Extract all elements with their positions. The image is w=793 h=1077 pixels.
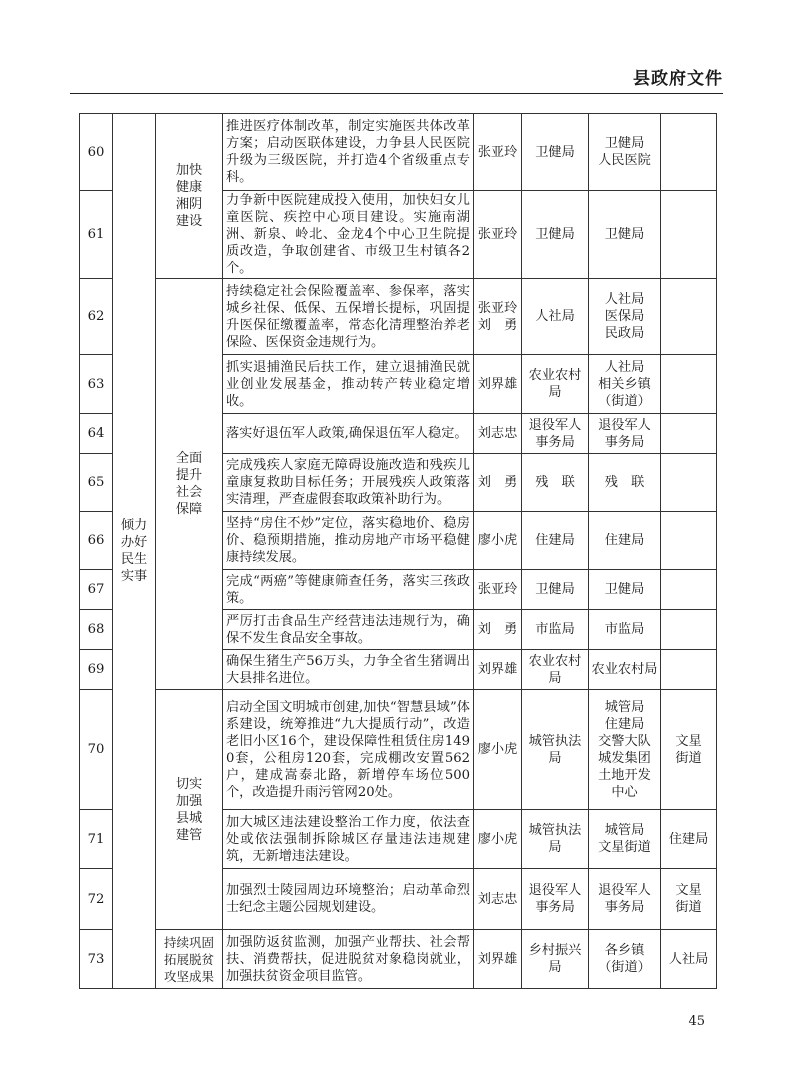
category-main-cell: 倾力 办好 民生 实事 bbox=[113, 114, 156, 989]
lead-unit-cell: 市监局 bbox=[522, 610, 589, 650]
table-row bbox=[80, 114, 717, 191]
row-number: 69 bbox=[80, 650, 113, 690]
row-number: 68 bbox=[80, 610, 113, 650]
lead-unit-cell: 乡村振兴局 bbox=[522, 930, 589, 989]
table-row bbox=[80, 930, 717, 989]
row-number: 66 bbox=[80, 512, 113, 570]
cooperating-unit-cell: 文星 街道 bbox=[661, 869, 717, 930]
responsible-units-cell: 各乡镇 （街道） bbox=[589, 930, 661, 989]
row-number: 64 bbox=[80, 414, 113, 454]
task-content: 落实好退伍军人政策,确保退伍军人稳定。 bbox=[223, 414, 474, 454]
table-row bbox=[80, 690, 717, 810]
cooperating-unit-cell bbox=[661, 414, 717, 454]
cooperating-unit-cell bbox=[661, 454, 717, 512]
leader-cell: 张亚玲 刘 勇 bbox=[474, 279, 522, 355]
header-divider bbox=[70, 93, 723, 94]
cooperating-unit-cell bbox=[661, 650, 717, 690]
task-content: 坚持“房住不炒”定位，落实稳地价、稳房价、稳预期措施，推动房地产市场平稳健康持续发展。 bbox=[223, 512, 474, 570]
task-table bbox=[79, 113, 717, 989]
leader-cell: 廖小虎 bbox=[474, 690, 522, 810]
lead-unit-cell: 农业农村局 bbox=[522, 650, 589, 690]
row-number: 63 bbox=[80, 355, 113, 414]
task-content: 加强防返贫监测，加强产业帮扶、社会帮扶、消费帮扶，促进脱贫对象稳岗就业，加强扶贫资金项目监管。 bbox=[223, 930, 474, 989]
leader-cell: 刘界雄 bbox=[474, 355, 522, 414]
page-number: 45 bbox=[688, 1014, 705, 1029]
group-cell-health: 加快 健康 湘阴 建设 bbox=[156, 114, 223, 279]
responsible-units-cell: 卫健局 人民医院 bbox=[589, 114, 661, 191]
lead-unit-cell: 残 联 bbox=[522, 454, 589, 512]
row-number: 65 bbox=[80, 454, 113, 512]
cooperating-unit-cell: 住建局 bbox=[661, 810, 717, 869]
leader-cell: 廖小虎 bbox=[474, 810, 522, 869]
task-content: 完成残疾人家庭无障碍设施改造和残疾儿童康复救助目标任务；开展残疾人政策落实清理，严查虚假套取政策补助行为。 bbox=[223, 454, 474, 512]
task-content: 力争新中医院建成投入使用，加快妇女儿童医院、疾控中心项目建设。实施南湖洲、新泉、岭北、金龙4个中心卫生院提质改造，争取创建省、市级卫生村镇各2个。 bbox=[223, 191, 474, 279]
lead-unit-cell: 人社局 bbox=[522, 279, 589, 355]
cooperating-unit-cell bbox=[661, 512, 717, 570]
responsible-units-cell: 住建局 bbox=[589, 512, 661, 570]
task-content: 推进医疗体制改革，制定实施医共体改革方案；启动医联体建设，力争县人民医院升级为三级医院，并打造4个省级重点专科。 bbox=[223, 114, 474, 191]
row-number: 70 bbox=[80, 690, 113, 810]
group-cell-urban-management: 切实 加强 县城 建管 bbox=[156, 690, 223, 930]
task-content: 启动全国文明城市创建,加快“智慧县域”体系建设，统筹推进“九大提质行动”，改造老旧小区16个，建设保障性租赁住房1490套，公租房120套，完成棚改安置562户，建成嵩泰北路，新增停车场位500个，改造提升雨污管网20处。 bbox=[223, 690, 474, 810]
lead-unit-cell: 卫健局 bbox=[522, 570, 589, 610]
lead-unit-cell: 城管执法局 bbox=[522, 690, 589, 810]
leader-cell: 廖小虎 bbox=[474, 512, 522, 570]
task-content: 确保生猪生产56万头，力争全省生猪调出大县排名进位。 bbox=[223, 650, 474, 690]
cooperating-unit-cell bbox=[661, 279, 717, 355]
cooperating-unit-cell bbox=[661, 191, 717, 279]
responsible-units-cell: 残 联 bbox=[589, 454, 661, 512]
lead-unit-cell: 农业农村局 bbox=[522, 355, 589, 414]
cooperating-unit-cell: 人社局 bbox=[661, 930, 717, 989]
lead-unit-cell: 城管执法局 bbox=[522, 810, 589, 869]
row-number: 62 bbox=[80, 279, 113, 355]
task-content: 严厉打击食品生产经营违法违规行为，确保不发生食品安全事故。 bbox=[223, 610, 474, 650]
leader-cell: 刘 勇 bbox=[474, 454, 522, 512]
leader-cell: 张亚玲 bbox=[474, 191, 522, 279]
task-content: 完成“两癌”等健康筛查任务，落实三孩政策。 bbox=[223, 570, 474, 610]
lead-unit-cell: 卫健局 bbox=[522, 191, 589, 279]
group-cell-poverty-alleviation: 持续巩固 拓展脱贫 攻坚成果 bbox=[156, 930, 223, 989]
cooperating-unit-cell bbox=[661, 114, 717, 191]
leader-cell: 张亚玲 bbox=[474, 114, 522, 191]
cooperating-unit-cell bbox=[661, 570, 717, 610]
leader-cell: 刘界雄 bbox=[474, 650, 522, 690]
leader-cell: 刘 勇 bbox=[474, 610, 522, 650]
task-content: 持续稳定社会保险覆盖率、参保率，落实城乡社保、低保、五保增长提标，巩固提升医保征缴覆盖率，常态化清理整治养老保险、医保资金违规行为。 bbox=[223, 279, 474, 355]
responsible-units-cell: 农业农村局 bbox=[589, 650, 661, 690]
responsible-units-cell: 卫健局 bbox=[589, 570, 661, 610]
leader-cell: 张亚玲 bbox=[474, 570, 522, 610]
responsible-units-cell: 市监局 bbox=[589, 610, 661, 650]
responsible-units-cell: 城管局 文星街道 bbox=[589, 810, 661, 869]
group-cell-social-security: 全面 提升 社会 保障 bbox=[156, 279, 223, 690]
responsible-units-cell: 退役军人 事务局 bbox=[589, 414, 661, 454]
responsible-units-cell: 人社局 相关乡镇 （街道） bbox=[589, 355, 661, 414]
lead-unit-cell: 卫健局 bbox=[522, 114, 589, 191]
responsible-units-cell: 人社局 医保局 民政局 bbox=[589, 279, 661, 355]
document-header-title: 县政府文件 bbox=[633, 69, 723, 89]
row-number: 67 bbox=[80, 570, 113, 610]
row-number: 71 bbox=[80, 810, 113, 869]
table-row bbox=[80, 279, 717, 355]
lead-unit-cell: 退役军人 事务局 bbox=[522, 414, 589, 454]
responsible-units-cell: 城管局 住建局 交警大队 城发集团 土地开发 中心 bbox=[589, 690, 661, 810]
row-number: 60 bbox=[80, 114, 113, 191]
cooperating-unit-cell bbox=[661, 610, 717, 650]
row-number: 72 bbox=[80, 869, 113, 930]
task-content: 加强烈士陵园周边环境整治；启动革命烈士纪念主题公园规划建设。 bbox=[223, 869, 474, 930]
cooperating-unit-cell: 文星 街道 bbox=[661, 690, 717, 810]
leader-cell: 刘志忠 bbox=[474, 869, 522, 930]
task-content: 抓实退捕渔民后扶工作，建立退捕渔民就业创业发展基金，推动转产转业稳定增收。 bbox=[223, 355, 474, 414]
leader-cell: 刘界雄 bbox=[474, 930, 522, 989]
leader-cell: 刘志忠 bbox=[474, 414, 522, 454]
task-content: 加大城区违法建设整治工作力度，依法查处或依法强制拆除城区存量违法违规建筑，无新增违法建设。 bbox=[223, 810, 474, 869]
row-number: 61 bbox=[80, 191, 113, 279]
cooperating-unit-cell bbox=[661, 355, 717, 414]
lead-unit-cell: 住建局 bbox=[522, 512, 589, 570]
responsible-units-cell: 卫健局 bbox=[589, 191, 661, 279]
row-number: 73 bbox=[80, 930, 113, 989]
responsible-units-cell: 退役军人 事务局 bbox=[589, 869, 661, 930]
lead-unit-cell: 退役军人 事务局 bbox=[522, 869, 589, 930]
